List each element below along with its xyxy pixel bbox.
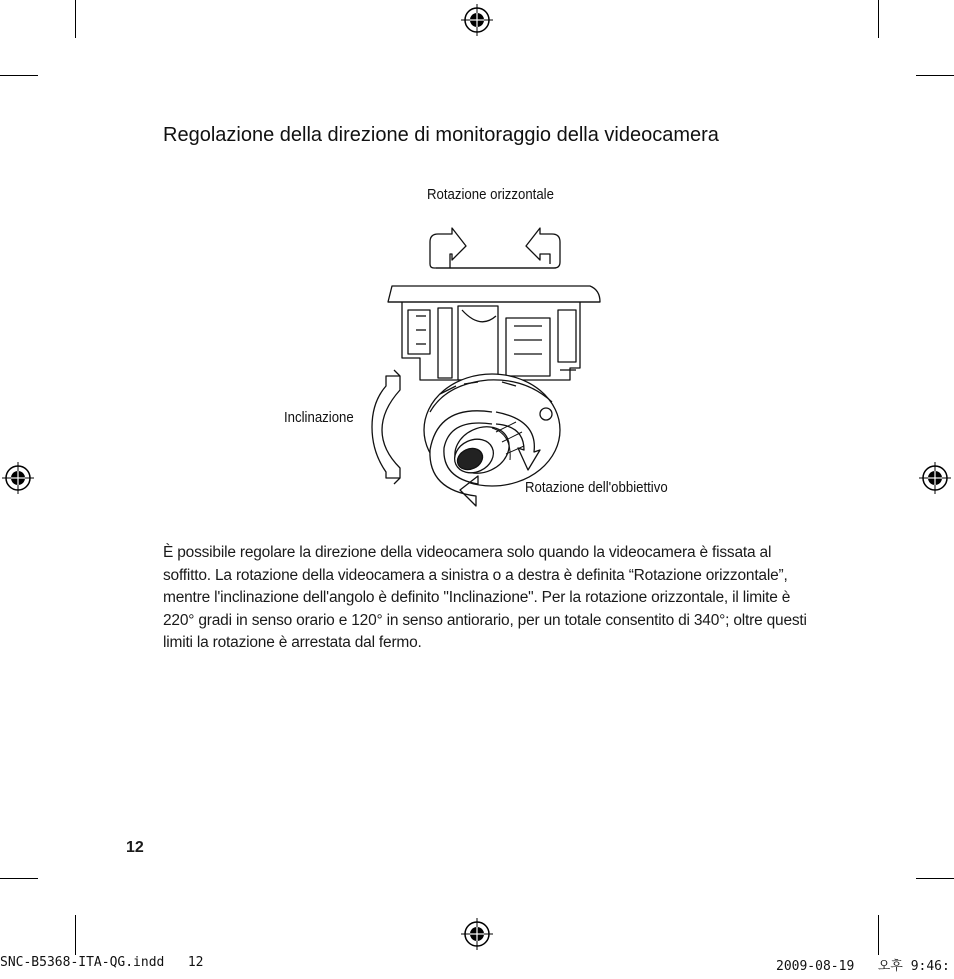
- crop-mark: [878, 0, 879, 38]
- registration-mark-icon: [2, 462, 34, 494]
- page-title: Regolazione della direzione di monitoraggio della videocamera: [163, 124, 719, 146]
- dome-camera-illustration: [270, 180, 710, 520]
- crop-mark: [75, 0, 76, 38]
- camera-base: [388, 286, 600, 380]
- pan-arrow-icon: [430, 228, 560, 268]
- page-number: 12: [126, 839, 144, 856]
- registration-mark-icon: [919, 462, 951, 494]
- label-lens-rotation: Rotazione dell'obbiettivo: [525, 479, 668, 496]
- registration-mark-icon: [461, 4, 493, 36]
- body-paragraph: È possibile regolare la direzione della videocamera solo quando la videocamera è fissata al soffitto. La rotazione della videocamera a sinistra o a destra è definita “Rotazione orizzontale”, mentre l'inclinazione dell'angolo è definito "Inclinazione". Per la rotazione orizzontale, il limite è 220° gradi in senso orario e 120° in senso antiorario, per un totale consentito di 340°; oltre questi limiti la rotazione è arrestata dal fermo.: [163, 544, 807, 651]
- crop-mark: [0, 878, 38, 879]
- label-pan: Rotazione orizzontale: [427, 186, 554, 203]
- crop-mark: [878, 915, 879, 955]
- crop-mark: [916, 878, 954, 879]
- registration-mark-icon: [461, 918, 493, 950]
- tilt-arrow-icon: [372, 370, 400, 484]
- slug-timestamp: 2009-08-19 오후 9:46:: [776, 959, 950, 974]
- slug-filename: SNC-B5368-ITA-QG.indd 12: [0, 955, 204, 970]
- crop-mark: [0, 75, 38, 76]
- camera-adjustment-figure: [270, 180, 710, 520]
- crop-mark: [916, 75, 954, 76]
- crop-mark: [75, 915, 76, 955]
- label-tilt: Inclinazione: [284, 409, 354, 426]
